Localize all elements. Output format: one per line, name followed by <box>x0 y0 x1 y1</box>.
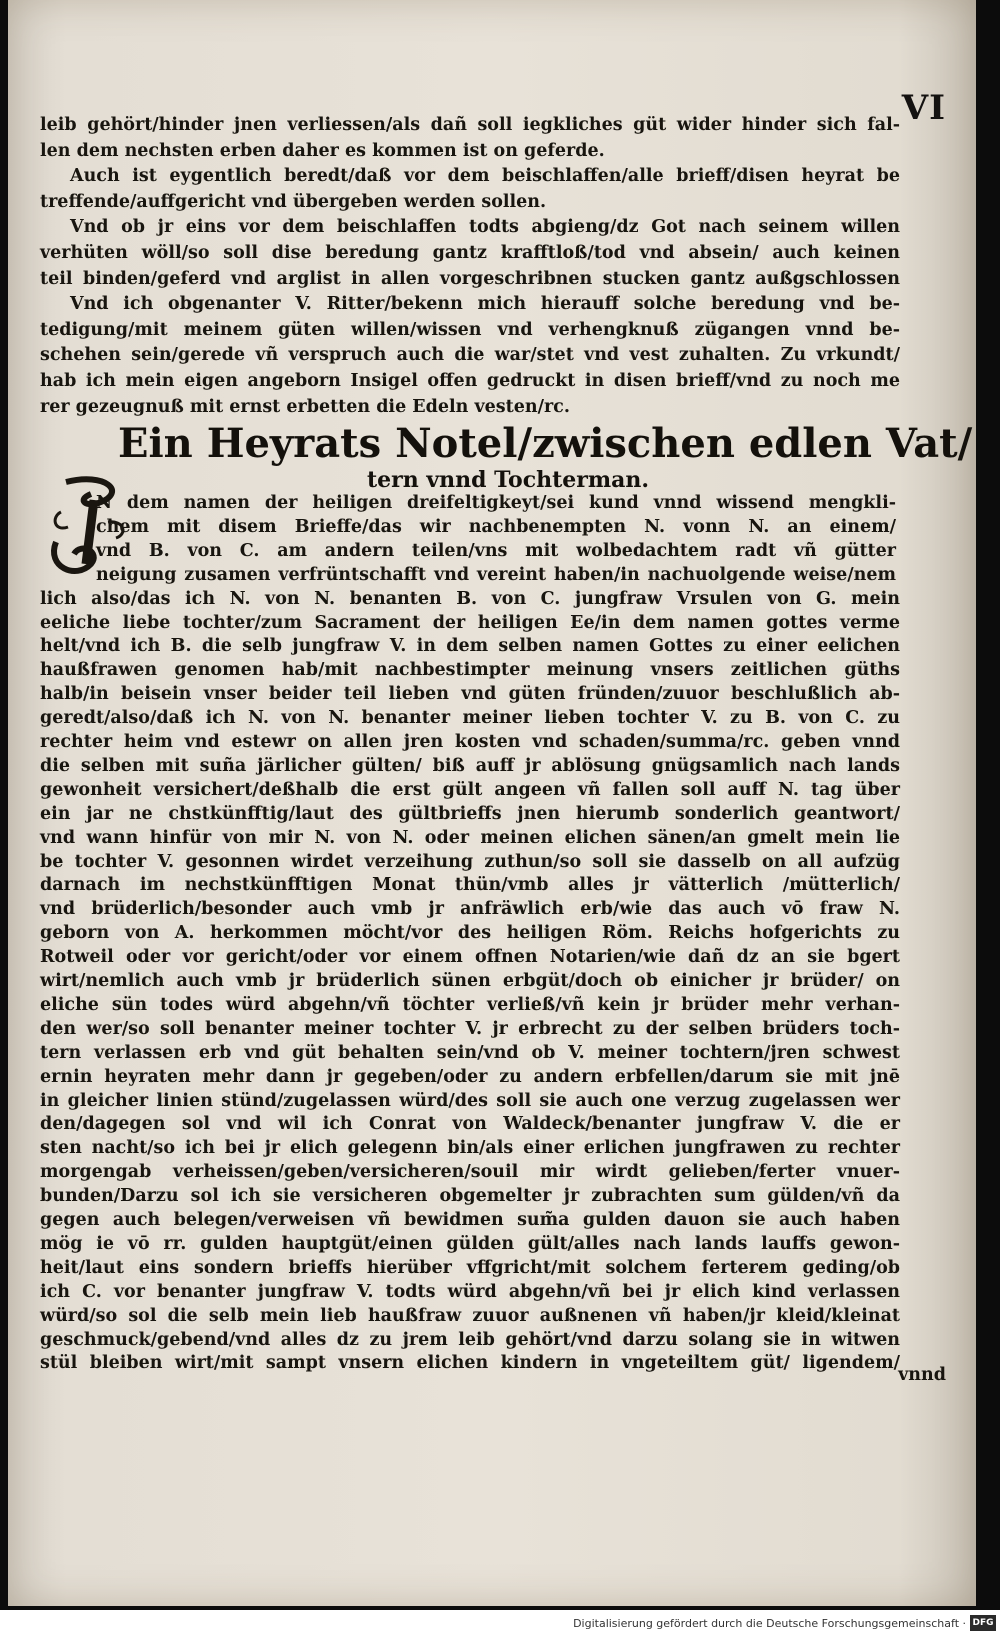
text-line: geredt/also/daß ich N. von N. benanter meiner lieben tochter V. zu B. von C. zu <box>40 708 900 729</box>
text-line: Auch ist eygentlich beredt/daß vor dem beischlaffen/alle brieff/disen heyrat be <box>70 166 900 187</box>
text-line: ich C. vor benanter jungfraw V. todts würd abgehn/vñ bei jr elich kind verlassen <box>40 1281 900 1302</box>
text-line: ein jar ne chstkünfftig/laut des gültbrieffs jnen hierumb sonderlich geantwort/ <box>40 803 900 824</box>
catchword: vnnd <box>898 1365 946 1385</box>
footer-credit: Digitalisierung gefördert durch die Deutsche Forschungsgemeinschaft · <box>573 1617 966 1630</box>
section-heading: Ein Heyrats Notel/zwischen edlen Vat/ <box>118 420 973 467</box>
text-line: die selben mit suña järlicher gülten/ biß auff jr ablösung gnügsamlich nach lands <box>40 755 900 776</box>
text-line: Vnd ob jr eins vor dem beischlaffen todts abgieng/dz Got nach seinem willen <box>70 217 900 238</box>
text-line: bunden/Darzu sol ich sie versicheren obgemelter jr zubrachten sum gülden/vñ da <box>40 1186 900 1207</box>
text-line: würd/so sol die selb mein lieb haußfraw zuuor außnenen vñ haben/jr kleid/kleinat <box>40 1305 900 1326</box>
text-line: gewonheit versichert/deßhalb die erst gült angeen vñ fallen soll auff N. tag über <box>40 779 900 800</box>
folio-number: VI <box>901 88 946 128</box>
text-line: treffende/auffgericht vnd übergeben werden sollen. <box>40 191 547 212</box>
text-line: den wer/so soll benanter meiner tochter V. jr erbrecht zu der selben brüders toch- <box>40 1018 900 1039</box>
text-line: stül bleiben wirt/mit sampt vnsern elichen kindern in vngeteiltem güt/ ligendem/ <box>40 1353 900 1374</box>
text-line: wirt/nemlich auch vmb jr brüderlich sünen erbgüt/doch ob einicher jr brüder/ on <box>40 971 900 991</box>
text-line: heit/laut eins sondern brieffs hierüber vffgricht/mit solchem ferterem geding/ob <box>40 1257 900 1278</box>
text-line: vnd B. von C. am andern teilen/vns mit wolbedachtem radt vñ gütter <box>96 540 896 561</box>
text-line: verhüten wöll/so soll dise beredung gantz krafftloß/tod vnd absein/ auch keinen <box>40 243 900 263</box>
text-line: eeliche liebe tochter/zum Sacrament der heiligen Ee/in dem namen gottes verme <box>40 612 900 633</box>
text-line: tedigung/mit meinem güten willen/wissen vnd verhengknuß zügangen vnnd be- <box>40 319 900 340</box>
text-line: sten nacht/so ich bei jr elich gelegenn bin/als einer erlichen jungfrawen zu rechter <box>40 1138 900 1159</box>
text-line: haußfrawen genomen hab/mit nachbestimpter meinung vnsers zeitlichen güths <box>40 660 900 681</box>
text-line: geschmuck/gebend/vnd alles dz zu jrem leib gehört/vnd darzu solang sie in witwen <box>40 1329 900 1350</box>
dfg-logo: DFG <box>970 1615 996 1631</box>
text-line: neigung zusamen verfrüntschafft vnd vereint haben/in nachuolgende weise/nem <box>96 564 896 585</box>
section-heading-continued: tern vnnd Tochterman. <box>366 467 650 493</box>
text-line: rer gezeugnuß mit ernst erbetten die Edeln vesten/rc. <box>40 396 570 417</box>
text-line: darnach im nechstkünfftigen Monat thün/vmb alles jr vätterlich /mütterlich/ <box>40 875 900 896</box>
text-line: halb/in beisein vnser beider teil lieben vnd güten fründen/zuuor beschlußlich ab- <box>40 684 900 705</box>
text-line: gegen auch belegen/verweisen vñ bewidmen sum̃a gulden dauon sie auch haben <box>40 1210 900 1230</box>
text-line: be tochter V. gesonnen wirdet verzeihung zuthun/so soll sie dasselb on all aufzüg <box>40 851 900 872</box>
text-line: rechter heim vnd estewr on allen jren kosten vnd schaden/summa/rc. geben vnnd <box>40 732 900 752</box>
text-line: morgengab verheissen/geben/versicheren/souil mir wirdt gelieben/ferter vnuer- <box>40 1162 900 1183</box>
text-line: geborn von A. herkommen möcht/vor des heiligen Röm. Reichs hofgerichts zu <box>40 923 900 944</box>
text-line: vnd brüderlich/besonder auch vmb jr anfräwlich erb/wie das auch vō fraw N. <box>40 899 900 920</box>
text-line: tern verlassen erb vnd güt behalten sein/vnd ob V. meiner tochtern/jren schwest <box>40 1042 900 1063</box>
text-line: schehen sein/gerede vñ verspruch auch die war/stet vnd vest zuhalten. Zu vrkundt/ <box>40 345 900 366</box>
text-line: N dem namen der heiligen dreifeltigkeyt/sei kund vnnd wissend mengkli- <box>96 493 896 513</box>
text-line: leib gehört/hinder jnen verliessen/als dañ soll iegkliches güt wider hinder sich fal- <box>40 115 900 135</box>
text-line: teil binden/geferd vnd arglist in allen vorgeschribnen stucken gantz außgschlossen <box>40 268 900 289</box>
text-line: hab ich mein eigen angeborn Insigel offen gedruckt in disen brieff/vnd zu noch me <box>40 371 900 391</box>
text-line: mög ie vō rr. gulden hauptgüt/einen gülden gült/alles nach lands lauffs gewon- <box>40 1233 900 1254</box>
text-line: eliche sün todes würd abgehn/vñ töchter verließ/vñ kein jr brüder mehr verhan- <box>40 994 900 1015</box>
book-page <box>8 0 976 1606</box>
text-line: chem mit disem Brieffe/das wir nachbenempten N. vonn N. an einem/ <box>96 516 896 537</box>
text-line: vnd wann hinfür von mir N. von N. oder meinen elichen sänen/an gmelt mein lie <box>40 827 900 848</box>
text-line: in gleicher linien stünd/zugelassen würd/des soll sie auch one verzug zugelassen wer <box>40 1090 900 1111</box>
text-line: helt/vnd ich B. die selb jungfraw V. in dem selben namen Gottes zu einer eelichen <box>40 636 900 657</box>
text-line: ernin heyraten mehr dann jr gegeben/oder zu andern erbfellen/darum sie mit jnē <box>40 1066 900 1087</box>
text-line: len dem nechsten erben daher es kommen ist on geferde. <box>40 140 605 161</box>
footer-bar <box>0 1612 1000 1638</box>
text-line: Vnd ich obgenanter V. Ritter/bekenn mich hierauff solche beredung vnd be- <box>70 294 900 315</box>
text-line: den/dagegen sol vnd wil ich Conrat von Waldeck/benanter jungfraw V. die er <box>40 1114 900 1135</box>
text-line: lich also/das ich N. von N. benanten B. von C. jungfraw Vrsulen von G. mein <box>40 588 900 609</box>
text-line: Rotweil oder vor gericht/oder vor einem offnen Notarien/wie dañ dz an sie bgert <box>40 947 900 968</box>
